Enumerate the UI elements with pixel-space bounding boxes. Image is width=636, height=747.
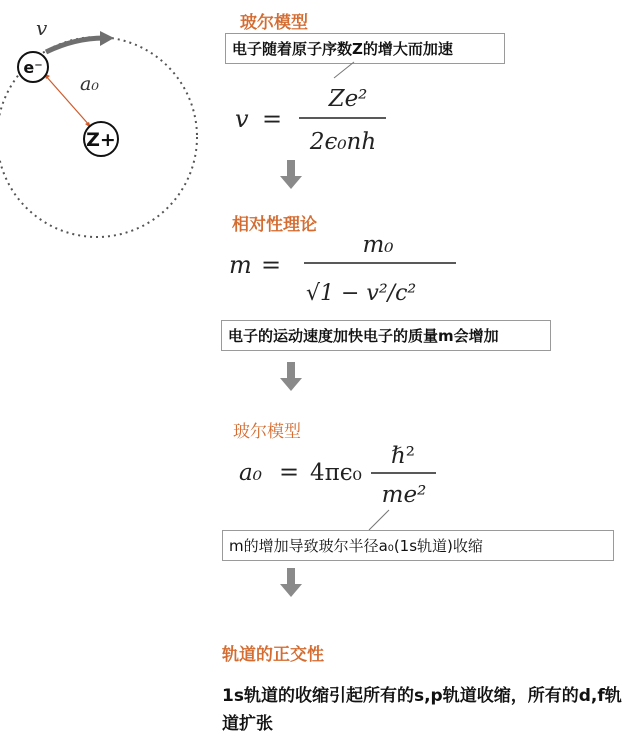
note-electron-accelerates: 电子随着原子序数Z的增大而加速	[225, 33, 505, 64]
electron-label: e⁻	[23, 58, 43, 77]
section-title-orthogonality: 轨道的正交性	[222, 645, 324, 665]
note-radius-contracts: m的增加导致玻尔半径a₀(1s轨道)收缩	[222, 530, 614, 561]
formula-velocity	[230, 78, 410, 162]
equals-sign: =	[262, 105, 283, 133]
bohr-atom-diagram	[0, 0, 200, 260]
radius-coefficient: 4πϵ₀	[310, 460, 362, 486]
down-arrow-2	[280, 362, 302, 392]
mass-numerator: m₀	[362, 232, 394, 258]
equals-sign: =	[279, 458, 300, 486]
leader-line-1	[330, 60, 360, 80]
radius-label: a₀	[80, 73, 99, 95]
velocity-arrowhead	[100, 31, 114, 46]
mass-denominator: √1 − v²/c²	[306, 281, 417, 306]
formula-mass	[226, 228, 466, 322]
velocity-label: v	[36, 16, 48, 40]
note-mass-increases: 电子的运动速度加快电子的质量m会增加	[221, 320, 551, 351]
section-title-bohr-1: 玻尔模型	[240, 13, 308, 33]
down-arrow-1	[280, 160, 302, 190]
down-arrow-3	[280, 568, 302, 598]
formula-radius	[236, 432, 456, 516]
radius-lhs: a₀	[239, 460, 262, 486]
leader-line-3	[365, 508, 395, 532]
conclusion-text: 1s轨道的收缩引起所有的s,p轨道收缩，所有的d,f轨道扩张	[222, 686, 622, 734]
radius-numerator: ℏ²	[390, 443, 416, 469]
nucleus-label: Z+	[86, 129, 116, 151]
velocity-numerator: Ze²	[328, 86, 368, 112]
radius-denominator: me²	[381, 482, 427, 508]
section-title-bohr-2: 玻尔模型	[233, 422, 301, 442]
mass-lhs: m	[229, 251, 252, 279]
equals-sign: =	[261, 251, 282, 279]
velocity-arrow	[46, 38, 104, 52]
section-title-relativity: 相对性理论	[232, 215, 317, 235]
velocity-denominator: 2ϵ₀nh	[309, 129, 377, 155]
velocity-lhs: v	[235, 105, 249, 133]
